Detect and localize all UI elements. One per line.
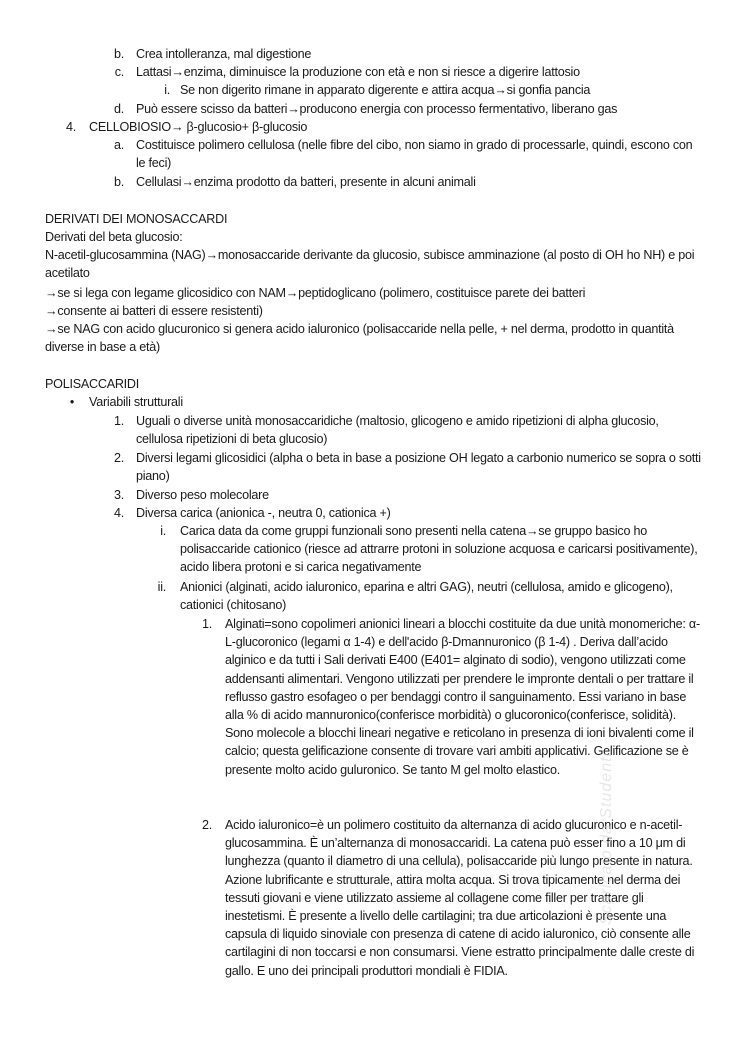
list-text: Carica data da come gruppi funzionali sono presenti nella catena→se gruppo basico ho polisaccaride cationico (riesce ad attrarre protoni in soluzione acquosa e caricarsi positivamente), acido libera protoni e si carica negativamente [180, 524, 698, 575]
list-marker: 4. [65, 120, 76, 134]
list-text: CELLOBIOSIO→ β-glucosio+ β-glucosio [89, 120, 308, 134]
list-text: Diverso peso molecolare [136, 488, 269, 502]
list-marker: a. [113, 138, 124, 152]
list-marker: 1. [201, 617, 212, 631]
list-marker: 2. [201, 818, 212, 832]
list-marker: b. [113, 47, 124, 61]
list-marker: 2. [113, 451, 124, 465]
list-marker: b. [113, 175, 124, 189]
paragraph: N-acetil-glucosammina (NAG)→monosaccaride derivante da glucosio, subisce amminazione (al posto di OH ho NH) e poi acetilato [45, 248, 695, 280]
list-marker: d. [113, 102, 124, 116]
list-text: Crea intolleranza, mal digestione [136, 47, 312, 61]
list-text: Anionici (alginati, acido ialuronico, eparina e altri GAG), neutri (cellulosa, amido e glicogeno), cationici (chitosano) [180, 580, 673, 613]
list-text: Uguali o diverse unità monosaccaridiche (maltosio, glicogeno e amido ripetizioni di alpha glucosio, cellulosa ripetizioni di beta glucosio) [136, 414, 659, 447]
section-heading: POLISACCARIDI [45, 377, 140, 391]
section-subheading: Derivati del beta glucosio: [45, 230, 183, 244]
list-marker: c. [114, 65, 124, 79]
list-text: Alginati=sono copolimeri anionici lineari a blocchi costituite da due unità monomeriche: α-L-glucoronico (legami α 1-4) e dell'acido β-Dmannuronico (β 1-4) . Deriva dall’acido alginico e da tutti i Sali derivati E400 (E401= alginato di sodio), vengono utilizzati come addensanti alimentari. Vengono utilizzati per prendere le impronte dentali o per trattare il reflusso gastro esofageo o per bendaggi contro il sanguinamento. Essi variano in base alla % di acido mannuronico(conferisce morbidità) o glucoronico(conferisce, solidità). Sono molecole a blocchi lineari negative e reticolano in presenza di ioni bivalenti come il calcio; questa gelificazione consente di trovare vari ambiti applicativi. Gelificazione se è presente molto acido guluronico. Se tanto M gel molto elastico. [225, 617, 700, 777]
list-marker: ii. [157, 580, 166, 594]
list-marker: 3. [113, 488, 124, 502]
list-text: Può essere scisso da batteri→producono energia con processo fermentativo, liberano gas [136, 102, 618, 116]
list-marker: i. [164, 83, 170, 97]
paragraph: →se si lega con legame glicosidico con NAM→peptidoglicano (polimero, costituisce parete dei batteri [45, 286, 586, 300]
paragraph: →consente ai batteri di essere resistenti) [45, 304, 263, 318]
list-marker: i. [160, 524, 166, 538]
list-marker: 1. [113, 414, 124, 428]
list-text: Costituisce polimero cellulosa (nelle fibre del cibo, non siamo in grado di processarle, quindi, escono con le feci) [136, 138, 693, 171]
paragraph: →se NAG con acido glucuronico si genera acido ialuronico (polisaccaride nella pelle, + nel derma, prodotto in quantità diverse in base a età) [45, 322, 674, 354]
list-text: Se non digerito rimane in apparato digerente e attira acqua→si gonfia pancia [180, 83, 591, 97]
list-text: Diversi legami glicosidici (alpha o beta in base a posizione OH legato a carbonio numerico se sopra o sotti piano) [136, 451, 701, 484]
list-text: Lattasi→enzima, diminuisce la produzione con età e non si riesce a digerire lattosio [136, 65, 580, 79]
bullet-icon: • [69, 395, 74, 409]
list-text: Diversa carica (anionica -, neutra 0, cationica +) [136, 506, 391, 520]
section-heading: DERIVATI DEI MONOSACCARDI [45, 212, 228, 226]
watermark: Scaricato da Studenti [598, 751, 615, 925]
list-text: Variabili strutturali [89, 395, 183, 409]
list-marker: 4. [113, 506, 124, 520]
list-text: Cellulasi→enzima prodotto da batteri, presente in alcuni animali [136, 175, 476, 189]
list-text: Acido ialuronico=è un polimero costituito da alternanza di acido glucuronico e n-acetil-glucosammina. È un’alternanza di monosaccaridi. La catena può esser fino a 10 μm di lunghezza (quanto il diametro di una cellula), polisaccaride più lungo presente in natura. Azione lubrificante e strutturale, attira molta acqua. Si trova tipicamente nel derma dei tessuti giovani e viene utilizzato assieme al collagene come filler per trattare gli inestetismi. È presente a livello delle cartilagini; tra due articolazioni è presente una capsula di liquido sinoviale con presenza di catene di acido ialuronico, ciò consente alle cartilagini di non toccarsi e non consumarsi. Viene estratto principalmente dalle creste di gallo. E uno dei principali produttori mondiali è FIDIA. [225, 818, 695, 978]
